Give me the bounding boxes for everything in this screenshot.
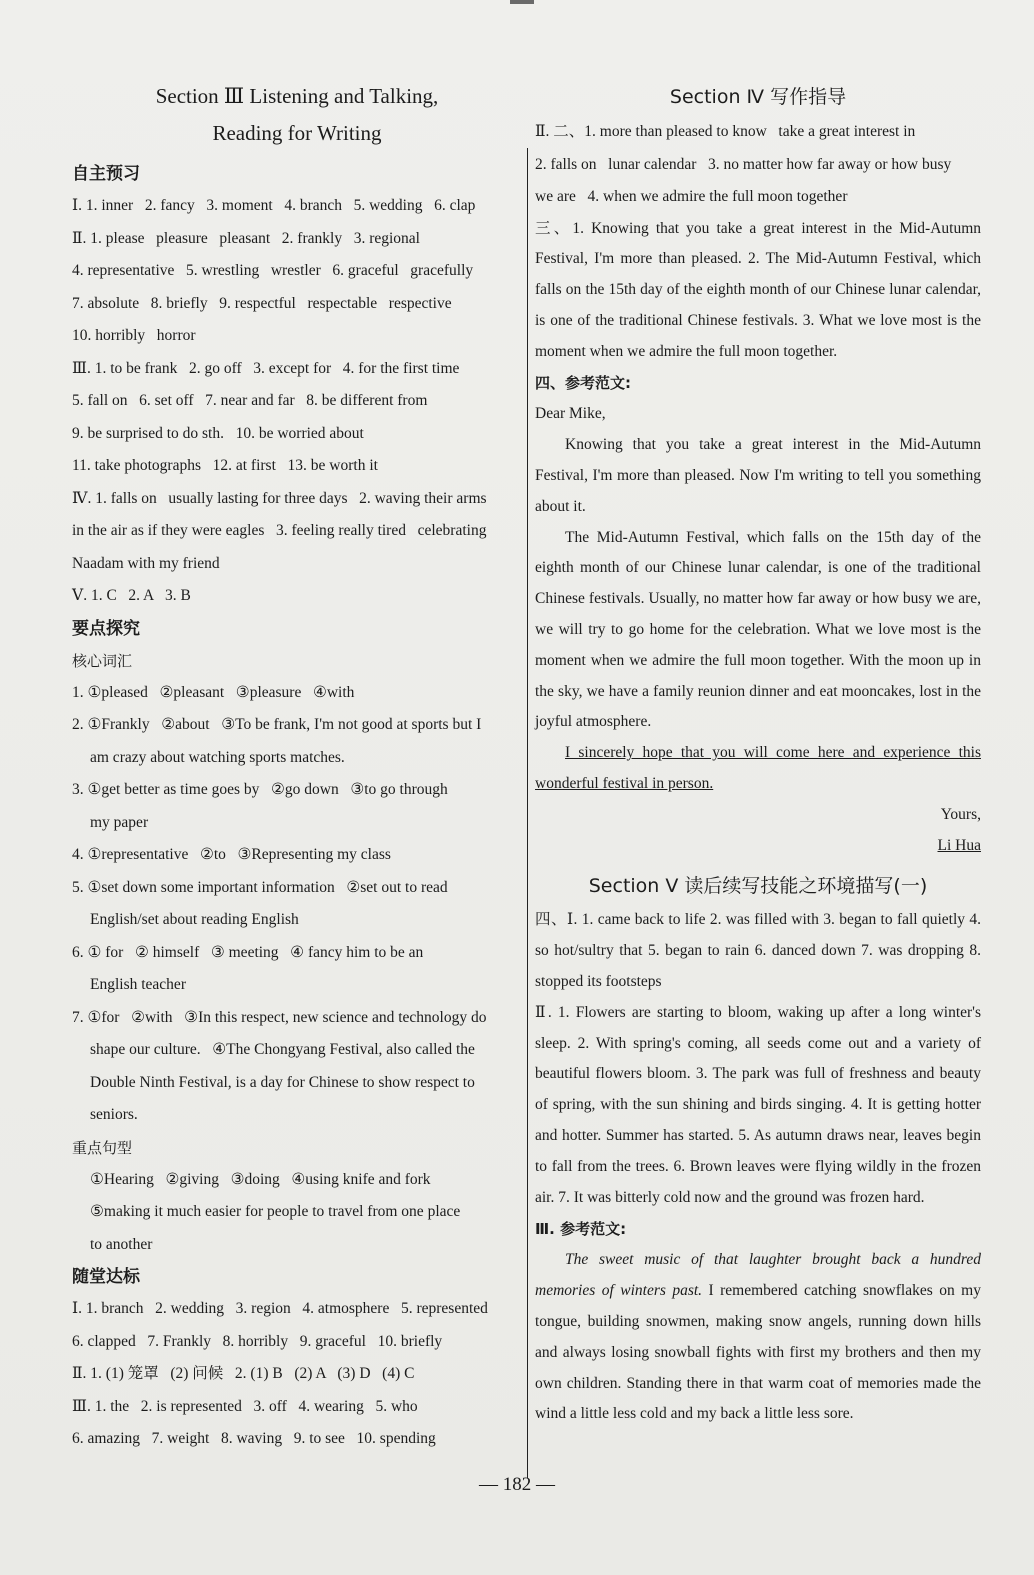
answer-line: Ⅱ. 1. please pleasure pleasant 2. frankly 3. regional [72, 229, 420, 247]
answer-line: 2. ①Frankly ②about ③To be frank, I'm not good at sports but I [72, 716, 482, 733]
answer-line: Ⅱ. 1. (1) 笼罩 (2) 问候 2. (1) B (2) A (3) D (4) C [72, 1365, 415, 1382]
answer-line: Ⅲ. 1. the 2. is represented 3. off 4. wearing 5. who [72, 1397, 418, 1415]
letter-paragraph: The Mid-Autumn Festival, which falls on the 15th day of the eighth month of our Chinese lunar calendar, is one of the traditional Chinese festivals. Usually, no matter how far away or how busy we are, we will try to go home for the celebration. What we love most is the moment when we admire the full moon together. With the moon up in the sky, we have a family reunion dinner and eat mooncakes, lost in the joyful atmosphere. [535, 528, 981, 731]
right-column [535, 78, 981, 1430]
answer-line: 6. amazing 7. weight 8. waving 9. to see 10. spending [72, 1430, 436, 1447]
vocab-answers [72, 677, 522, 1132]
heading-practice: 随堂达标 [72, 1267, 140, 1287]
answer-line: 5. fall on 6. set off 7. near and far 8. be different from [72, 392, 428, 409]
answer-line: Naadam with my friend [72, 554, 220, 572]
heading-preview: 自主预习 [72, 164, 140, 184]
answer-line: 1. ①pleased ②pleasant ③pleasure ④with [72, 683, 355, 701]
page-number: — 182 — [479, 1474, 555, 1495]
sample-italic-sentence: The sweet music of that laughter brought back a hundred memories of winters past. [535, 1251, 981, 1300]
answer-line: 4. representative 5. wrestling wrestler 6. graceful gracefully [72, 262, 474, 279]
letter-signature: Li Hua [937, 836, 981, 854]
sample-essay-heading: Ⅲ. 参考范文: [535, 1220, 627, 1239]
letter-closing: Yours, [940, 805, 981, 823]
sentence-answers [72, 1164, 522, 1262]
answer-line: 2. falls on lunar calendar 3. no matter how far away or how busy [535, 155, 952, 173]
practice-answers [72, 1293, 522, 1456]
answer-paragraph: 四、Ⅰ. 1. came back to life 2. was filled with 3. began to fall quietly 4. so hot/sultry that 5. began to rain 6. danced down 7. was dropping 8. stopped its footsteps [535, 911, 981, 991]
sample-letter [535, 399, 981, 861]
answer-paragraph: Ⅱ. 1. Flowers are starting to bloom, waking up after a long winter's sleep. 2. With spring's coming, all seeds come out and a variety of beautiful flowers bloom. 3. The park was full of freshness and beauty of spring, with the sun shining and birds singing. 4. It is getting hotter and hotter. Summer has started. 5. As autumn draws near, leaves begin to fall from the trees. 6. Brown leaves were flying wildly in the frozen air. 7. It was bitterly cold now and the ground was frozen hard. [535, 1003, 981, 1206]
letter-paragraph: I sincerely hope that you will come here and experience this wonderful festival in person. [535, 744, 981, 793]
answer-line: English/set about reading English [90, 911, 299, 928]
answer-line: 7. ①for ②with ③In this respect, new science and technology do [72, 1008, 487, 1026]
answer-line: 6. ① for ② himself ③ meeting ④ fancy him to be an [72, 943, 424, 961]
answer-line: 9. be surprised to do sth. 10. be worried about [72, 424, 364, 442]
section-3-title-line1: Section Ⅲ Listening and Talking, [155, 84, 439, 108]
answer-line: my paper [90, 813, 149, 831]
answer-line: Ⅰ. 1. inner 2. fancy 3. moment 4. branch 5. wedding 6. clap [72, 197, 476, 214]
answer-line: Ⅳ. 1. falls on usually lasting for three days 2. waving their arms [72, 489, 487, 507]
answer-paragraph: 三、1. Knowing that you take a great interest in the Mid-Autumn Festival, I'm more than pleased. 2. The Mid-Autumn Festival, which falls on the 15th day of the eighth month of our Chinese lunar calendar, is one of the traditional Chinese festivals. 3. What we love most is the moment when we admire the full moon together. [535, 219, 981, 360]
answer-line: 7. absolute 8. briefly 9. respectful respectable respective [72, 294, 452, 312]
section-5-title-text: Section Ⅴ 读后续写技能之环境描写(一) [588, 875, 928, 898]
section-5-answers [535, 905, 981, 1430]
answer-line: 6. clapped 7. Frankly 8. horribly 9. graceful 10. briefly [72, 1332, 443, 1350]
sample-continuation-paragraph [535, 1245, 981, 1430]
answer-line: ①Hearing ②giving ③doing ④using knife and fork [90, 1170, 431, 1188]
subheading-vocab: 核心词汇 [72, 651, 133, 670]
answer-line: to another [90, 1235, 153, 1253]
sample-rest: I remembered catching snowflakes on my tongue, building snowmen, making snow angels, running down hills and always losing snowball fights with first my brothers and then my own children. Standing there in that warm coat of memories made the wind a little less cold and my back a little less sore. [535, 1282, 981, 1423]
answer-line: 10. horribly horror [72, 327, 196, 344]
sample-essay-heading: 四、参考范文: [535, 374, 631, 393]
column-divider [527, 148, 528, 1478]
preview-answers [72, 190, 522, 613]
answer-line: 11. take photographs 12. at first 13. be worth it [72, 457, 378, 474]
section-4-answers [535, 116, 981, 367]
answer-line: shape our culture. ④The Chongyang Festival, also called the [90, 1041, 475, 1058]
answer-line: Ⅱ. 二、1. more than pleased to know take a great interest in [535, 123, 916, 140]
left-column [72, 78, 522, 1456]
answer-line: Ⅲ. 1. to be frank 2. go off 3. except for 4. for the first time [72, 359, 460, 377]
answer-line: Ⅰ. 1. branch 2. wedding 3. region 4. atmosphere 5. represented [72, 1300, 488, 1317]
answer-line: in the air as if they were eagles 3. feeling really tired celebrating [72, 522, 487, 539]
letter-greeting: Dear Mike, [535, 405, 606, 423]
answer-line: seniors. [90, 1106, 138, 1123]
subheading-sentence: 重点句型 [72, 1138, 133, 1157]
top-edge-mark [510, 0, 534, 4]
answer-line: 4. ①representative ②to ③Representing my class [72, 846, 391, 863]
letter-paragraph: Knowing that you take a great interest in the Mid-Autumn Festival, I'm more than pleased. Now I'm writing to tell you something about it. [535, 436, 981, 515]
answer-line: am crazy about watching sports matches. [90, 748, 345, 766]
section-3-title-line2: Reading for Writing [212, 121, 382, 145]
answer-line: Double Ninth Festival, is a day for Chinese to show respect to [90, 1073, 475, 1091]
section-4-title-text: Section Ⅳ 写作指导 [669, 86, 847, 108]
section-5-title [535, 867, 981, 905]
answer-line: English teacher [90, 976, 186, 993]
answer-line: 5. ①set down some important information ②set out to read [72, 878, 448, 896]
answer-line: Ⅴ. 1. C 2. A 3. B [72, 587, 191, 604]
heading-explore: 要点探究 [72, 618, 140, 639]
answer-line: we are 4. when we admire the full moon together [535, 188, 848, 205]
answer-line: ⑤making it much easier for people to travel from one place [90, 1203, 461, 1220]
answer-line: 3. ①get better as time goes by ②go down ③to go through [72, 781, 448, 798]
section-4-title [535, 78, 981, 116]
